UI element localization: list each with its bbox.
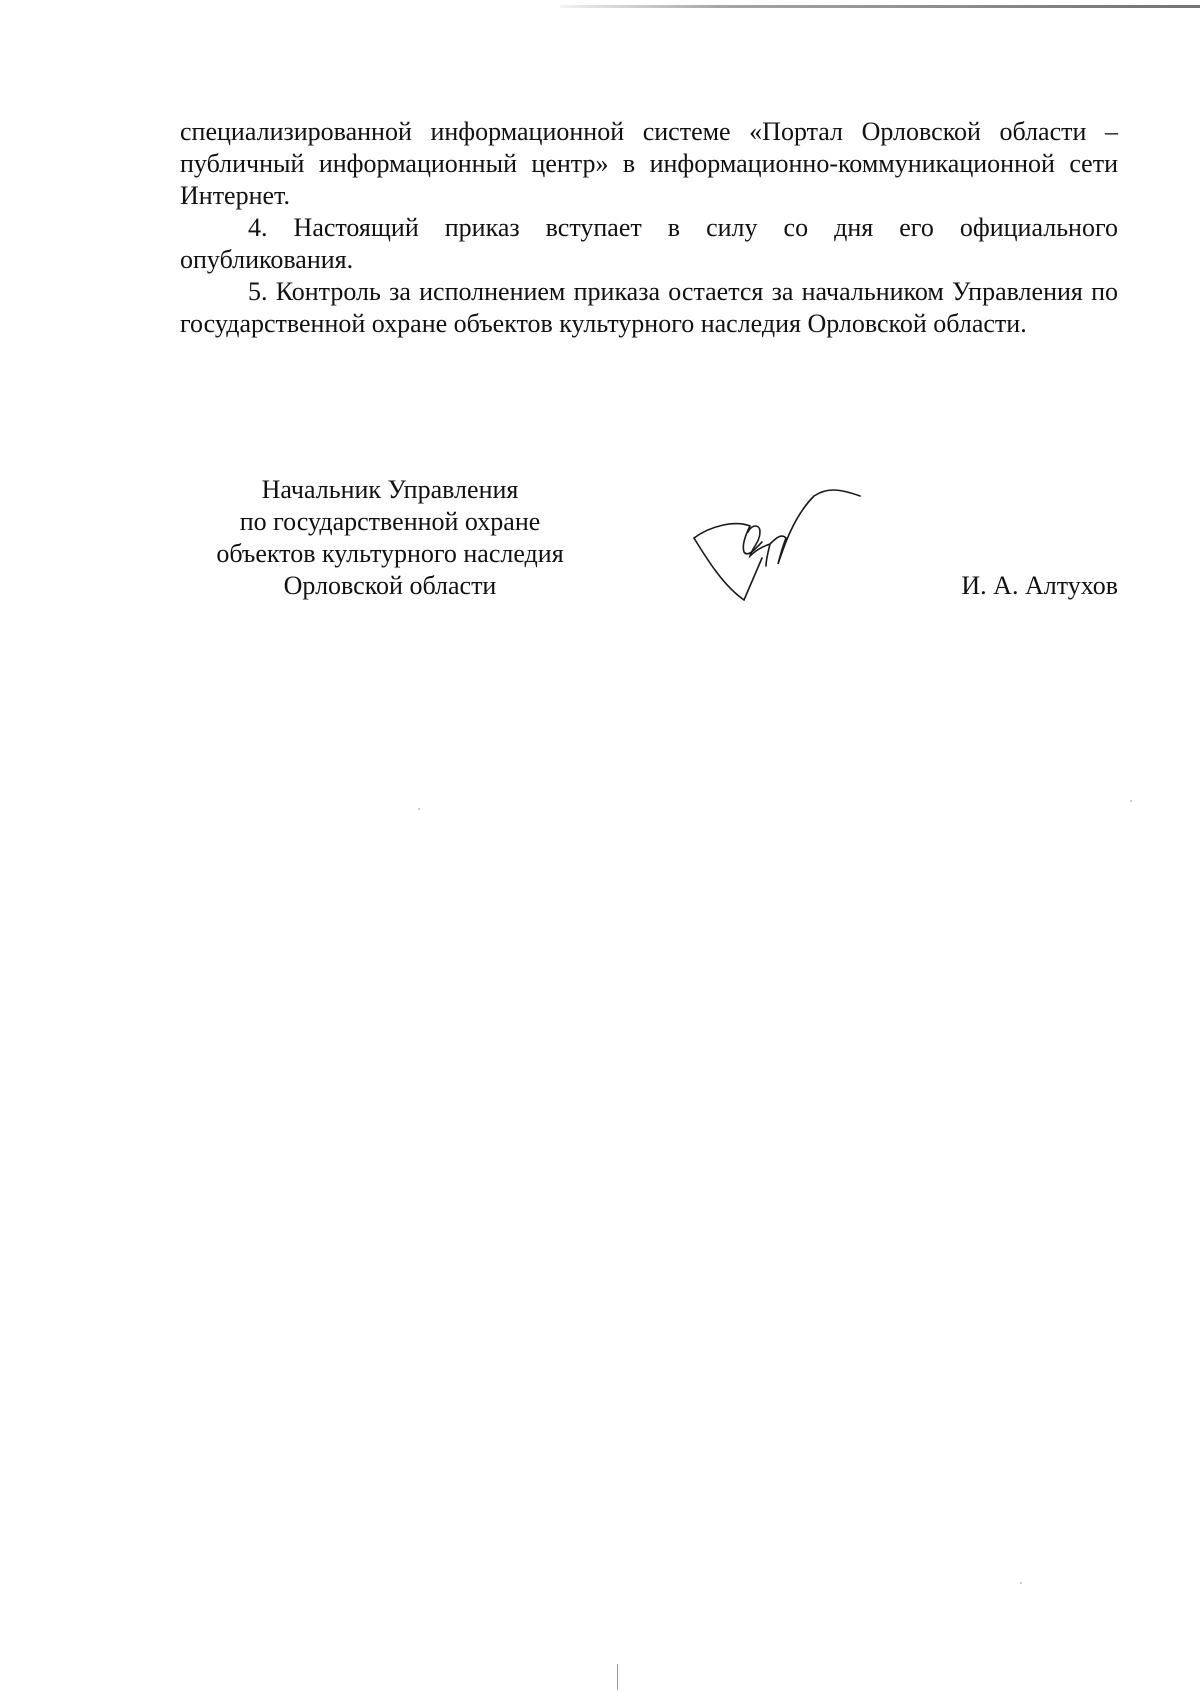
paragraph-item-5: 5. Контроль за исполнением приказа остается за начальником Управления по государственной охране объектов культурного наследия Орловской области. bbox=[180, 277, 1118, 338]
scan-speck bbox=[1130, 800, 1132, 802]
paragraph-item-4: 4. Настоящий приказ вступает в силу со дня его официального опубликования. bbox=[180, 213, 1118, 274]
scan-artifact-mark bbox=[617, 1664, 618, 1690]
position-line: по государственной охране bbox=[239, 507, 541, 536]
position-line: Начальник Управления bbox=[261, 475, 519, 504]
handwritten-signature bbox=[690, 486, 870, 606]
scan-speck bbox=[418, 808, 420, 810]
scan-speck bbox=[1020, 1582, 1022, 1584]
signer-name: И. А. Алтухов bbox=[961, 571, 1118, 600]
scan-edge-line bbox=[560, 5, 1200, 8]
signatory-position bbox=[180, 474, 600, 602]
document-body bbox=[180, 116, 1118, 340]
position-line: Орловской области bbox=[283, 571, 497, 600]
position-line: объектов культурного наследия bbox=[216, 539, 564, 568]
paragraph-continuation: специализированной информационной системе «Портал Орловской области – публичный информационный центр» в информационно-коммуникационной сети Интернет. bbox=[180, 117, 1118, 210]
